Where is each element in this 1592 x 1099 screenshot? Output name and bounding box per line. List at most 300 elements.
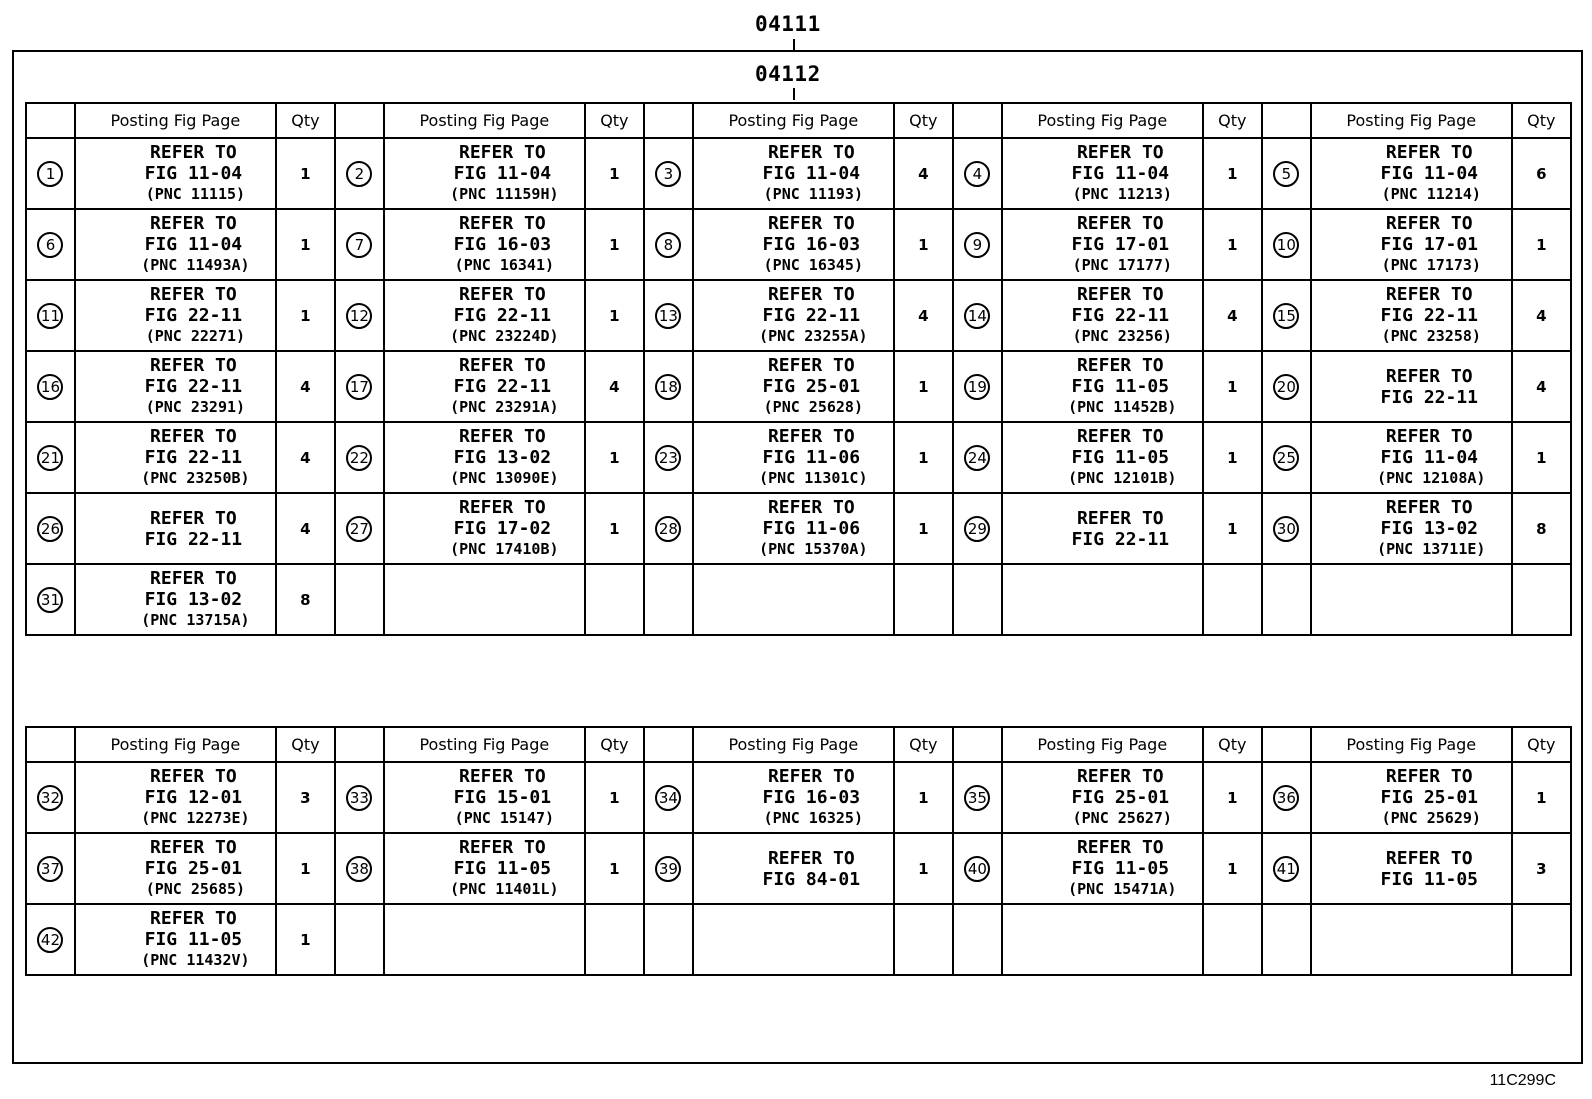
fig-reference: FIG 11-05 bbox=[453, 858, 552, 879]
index-cell bbox=[1262, 564, 1311, 635]
qty-cell bbox=[1203, 564, 1262, 635]
index-cell bbox=[335, 493, 384, 564]
fig-reference: FIG 13-02 bbox=[144, 589, 243, 610]
group-code-04112: 04112 bbox=[755, 62, 821, 86]
pnc-reference: (PNC 23291) bbox=[145, 398, 246, 416]
reference-cell bbox=[1311, 564, 1512, 635]
qty-cell: 4 bbox=[894, 138, 953, 209]
refer-to-text: REFER TO bbox=[150, 284, 237, 305]
item-number-badge: 18 bbox=[655, 374, 681, 400]
qty-cell bbox=[1512, 904, 1571, 975]
reference-cell bbox=[1311, 138, 1512, 209]
index-cell bbox=[335, 564, 384, 635]
fig-reference: FIG 11-06 bbox=[762, 447, 861, 468]
pnc-reference: (PNC 12108A) bbox=[1377, 469, 1486, 487]
fig-reference: FIG 11-04 bbox=[1380, 447, 1479, 468]
table-row bbox=[26, 209, 1571, 280]
index-cell bbox=[26, 564, 75, 635]
pnc-reference: (PNC 13090E) bbox=[450, 469, 559, 487]
index-cell bbox=[644, 209, 693, 280]
qty-cell: 1 bbox=[1203, 762, 1262, 833]
qty-cell: 1 bbox=[1512, 422, 1571, 493]
refer-to-text: REFER TO bbox=[459, 837, 546, 858]
reference-cell bbox=[75, 564, 276, 635]
fig-reference: FIG 22-11 bbox=[1380, 305, 1479, 326]
header-qty: Qty bbox=[1512, 727, 1571, 762]
index-cell bbox=[644, 833, 693, 904]
index-cell bbox=[953, 138, 1002, 209]
index-cell bbox=[26, 209, 75, 280]
item-number-badge: 29 bbox=[964, 516, 990, 542]
reference-cell bbox=[693, 493, 894, 564]
pnc-reference: (PNC 11401L) bbox=[450, 880, 559, 898]
qty-cell: 4 bbox=[1512, 280, 1571, 351]
fig-reference: FIG 22-11 bbox=[144, 305, 243, 326]
qty-cell: 1 bbox=[1203, 209, 1262, 280]
reference-cell bbox=[384, 564, 585, 635]
qty-cell: 1 bbox=[894, 493, 953, 564]
qty-cell bbox=[1203, 904, 1262, 975]
index-cell bbox=[953, 493, 1002, 564]
fig-reference: FIG 17-01 bbox=[1071, 234, 1170, 255]
reference-cell bbox=[693, 422, 894, 493]
index-cell bbox=[26, 138, 75, 209]
reference-cell bbox=[75, 422, 276, 493]
fig-reference: FIG 12-01 bbox=[144, 787, 243, 808]
fig-reference: FIG 17-01 bbox=[1380, 234, 1479, 255]
header-qty: Qty bbox=[1512, 103, 1571, 138]
header-posting-fig-page: Posting Fig Page bbox=[1002, 103, 1203, 138]
pnc-reference: (PNC 25628) bbox=[763, 398, 863, 416]
index-cell bbox=[1262, 209, 1311, 280]
refer-to-text: REFER TO bbox=[459, 766, 546, 787]
refer-to-text: REFER TO bbox=[1385, 497, 1473, 518]
refer-to-text: REFER TO bbox=[767, 213, 855, 234]
refer-to-text: REFER TO bbox=[767, 426, 855, 447]
item-number-badge: 24 bbox=[964, 445, 990, 471]
index-cell bbox=[335, 280, 384, 351]
index-cell bbox=[644, 422, 693, 493]
item-number-badge: 40 bbox=[964, 856, 990, 882]
header-index-cell bbox=[953, 727, 1002, 762]
pnc-reference: (PNC 11159H) bbox=[450, 185, 559, 203]
index-cell bbox=[1262, 280, 1311, 351]
item-number-badge: 34 bbox=[655, 785, 681, 811]
reference-cell bbox=[75, 209, 276, 280]
item-number-badge: 15 bbox=[1273, 303, 1299, 329]
reference-cell bbox=[693, 138, 894, 209]
header-qty: Qty bbox=[276, 727, 335, 762]
item-number-badge: 5 bbox=[1273, 161, 1299, 187]
fig-reference: FIG 11-04 bbox=[144, 234, 243, 255]
header-index-cell bbox=[26, 103, 75, 138]
table-row bbox=[26, 904, 1571, 975]
qty-cell: 8 bbox=[1512, 493, 1571, 564]
refer-to-text: REFER TO bbox=[1385, 213, 1473, 234]
index-cell bbox=[1262, 904, 1311, 975]
fig-reference: FIG 11-04 bbox=[1071, 163, 1170, 184]
item-number-badge: 26 bbox=[37, 516, 63, 542]
reference-cell bbox=[1002, 138, 1203, 209]
table-row bbox=[26, 762, 1571, 833]
reference-cell bbox=[384, 493, 585, 564]
reference-cell bbox=[1311, 209, 1512, 280]
qty-cell: 1 bbox=[276, 833, 335, 904]
item-number-badge: 19 bbox=[964, 374, 990, 400]
refer-to-text: REFER TO bbox=[150, 766, 237, 787]
reference-cell bbox=[1311, 280, 1512, 351]
index-cell bbox=[1262, 138, 1311, 209]
table-row bbox=[26, 351, 1571, 422]
pnc-reference: (PNC 13715A) bbox=[141, 611, 250, 629]
index-cell bbox=[1262, 493, 1311, 564]
header-posting-fig-page: Posting Fig Page bbox=[693, 727, 894, 762]
pnc-reference: (PNC 23258) bbox=[1381, 327, 1481, 345]
qty-cell: 1 bbox=[894, 351, 953, 422]
qty-cell bbox=[585, 904, 644, 975]
table-row bbox=[26, 833, 1571, 904]
refer-to-text: REFER TO bbox=[150, 355, 237, 376]
reference-cell bbox=[75, 904, 276, 975]
qty-cell: 4 bbox=[1512, 351, 1571, 422]
refer-to-text: REFER TO bbox=[1385, 284, 1473, 305]
refer-to-text: REFER TO bbox=[1076, 426, 1164, 447]
reference-cell bbox=[75, 762, 276, 833]
item-number-badge: 23 bbox=[655, 445, 681, 471]
item-number-badge: 42 bbox=[37, 927, 63, 953]
reference-cell bbox=[384, 138, 585, 209]
table-row bbox=[26, 422, 1571, 493]
header-index-cell bbox=[26, 727, 75, 762]
table-row bbox=[26, 564, 1571, 635]
item-number-badge: 32 bbox=[37, 785, 63, 811]
reference-cell bbox=[384, 833, 585, 904]
qty-cell bbox=[585, 564, 644, 635]
reference-cell bbox=[384, 422, 585, 493]
pnc-reference: (PNC 16341) bbox=[454, 256, 555, 274]
reference-table-1 bbox=[25, 102, 1572, 636]
index-cell bbox=[26, 422, 75, 493]
index-cell bbox=[953, 209, 1002, 280]
qty-cell: 1 bbox=[1512, 762, 1571, 833]
refer-to-text: REFER TO bbox=[767, 142, 855, 163]
qty-cell: 1 bbox=[894, 833, 953, 904]
item-number-badge: 12 bbox=[346, 303, 372, 329]
item-number-badge: 27 bbox=[346, 516, 372, 542]
pnc-reference: (PNC 17173) bbox=[1381, 256, 1481, 274]
reference-cell bbox=[1311, 904, 1512, 975]
reference-cell bbox=[75, 351, 276, 422]
fig-reference: FIG 13-02 bbox=[1380, 518, 1479, 539]
index-cell bbox=[953, 564, 1002, 635]
header-posting-fig-page: Posting Fig Page bbox=[693, 103, 894, 138]
index-cell bbox=[1262, 762, 1311, 833]
index-cell bbox=[335, 209, 384, 280]
refer-to-text: REFER TO bbox=[459, 213, 546, 234]
item-number-badge: 4 bbox=[964, 161, 990, 187]
fig-reference: FIG 16-03 bbox=[453, 234, 552, 255]
pnc-reference: (PNC 16325) bbox=[763, 809, 863, 827]
fig-reference: FIG 16-03 bbox=[762, 787, 861, 808]
header-posting-fig-page: Posting Fig Page bbox=[1311, 103, 1512, 138]
reference-cell bbox=[1311, 493, 1512, 564]
pnc-reference: (PNC 23250B) bbox=[141, 469, 250, 487]
refer-to-text: REFER TO bbox=[150, 568, 237, 589]
reference-cell bbox=[384, 762, 585, 833]
header-qty: Qty bbox=[276, 103, 335, 138]
index-cell bbox=[26, 762, 75, 833]
reference-cell bbox=[693, 833, 894, 904]
qty-cell bbox=[1512, 564, 1571, 635]
qty-cell: 1 bbox=[894, 762, 953, 833]
item-number-badge: 37 bbox=[37, 856, 63, 882]
header-index-cell bbox=[335, 727, 384, 762]
qty-cell: 1 bbox=[276, 280, 335, 351]
reference-cell bbox=[1311, 351, 1512, 422]
refer-to-text: REFER TO bbox=[1385, 426, 1473, 447]
index-cell bbox=[26, 833, 75, 904]
fig-reference: FIG 25-01 bbox=[144, 858, 243, 879]
refer-to-text: REFER TO bbox=[1076, 766, 1164, 787]
leader-line-sub bbox=[793, 88, 795, 100]
index-cell bbox=[953, 351, 1002, 422]
header-index-cell bbox=[1262, 103, 1311, 138]
pnc-reference: (PNC 15471A) bbox=[1068, 880, 1177, 898]
reference-cell bbox=[1311, 762, 1512, 833]
refer-to-text: REFER TO bbox=[150, 837, 237, 858]
reference-cell bbox=[1311, 833, 1512, 904]
fig-reference: FIG 11-04 bbox=[1380, 163, 1479, 184]
reference-cell bbox=[693, 564, 894, 635]
fig-reference: FIG 11-05 bbox=[1071, 376, 1170, 397]
pnc-reference: (PNC 12273E) bbox=[141, 809, 250, 827]
header-qty: Qty bbox=[1203, 727, 1262, 762]
refer-to-text: REFER TO bbox=[1385, 365, 1473, 387]
pnc-reference: (PNC 15370A) bbox=[759, 540, 868, 558]
refer-to-text: REFER TO bbox=[767, 847, 855, 869]
table-row bbox=[26, 280, 1571, 351]
qty-cell: 1 bbox=[894, 422, 953, 493]
refer-to-text: REFER TO bbox=[1076, 142, 1164, 163]
qty-cell: 4 bbox=[894, 280, 953, 351]
item-number-badge: 14 bbox=[964, 303, 990, 329]
qty-cell: 8 bbox=[276, 564, 335, 635]
pnc-reference: (PNC 13711E) bbox=[1377, 540, 1486, 558]
reference-cell bbox=[693, 904, 894, 975]
qty-cell bbox=[894, 564, 953, 635]
fig-reference: FIG 11-04 bbox=[762, 163, 861, 184]
item-number-badge: 33 bbox=[346, 785, 372, 811]
index-cell bbox=[26, 904, 75, 975]
pnc-reference: (PNC 11213) bbox=[1072, 185, 1172, 203]
reference-cell bbox=[75, 833, 276, 904]
fig-reference: FIG 25-01 bbox=[762, 376, 861, 397]
refer-to-text: REFER TO bbox=[459, 284, 546, 305]
pnc-reference: (PNC 25685) bbox=[145, 880, 246, 898]
index-cell bbox=[1262, 422, 1311, 493]
reference-cell bbox=[75, 138, 276, 209]
qty-cell: 1 bbox=[585, 422, 644, 493]
refer-to-text: REFER TO bbox=[1076, 284, 1164, 305]
index-cell bbox=[1262, 351, 1311, 422]
qty-cell: 1 bbox=[585, 833, 644, 904]
header-row bbox=[26, 103, 1571, 138]
qty-cell: 3 bbox=[1512, 833, 1571, 904]
reference-cell bbox=[384, 904, 585, 975]
index-cell bbox=[26, 280, 75, 351]
pnc-reference: (PNC 11301C) bbox=[759, 469, 868, 487]
refer-to-text: REFER TO bbox=[1385, 847, 1473, 869]
index-cell bbox=[335, 422, 384, 493]
pnc-reference: (PNC 23291A) bbox=[450, 398, 559, 416]
refer-to-text: REFER TO bbox=[767, 766, 855, 787]
reference-cell bbox=[1311, 422, 1512, 493]
reference-cell bbox=[75, 493, 276, 564]
item-number-badge: 41 bbox=[1273, 856, 1299, 882]
item-number-badge: 35 bbox=[964, 785, 990, 811]
refer-to-text: REFER TO bbox=[150, 142, 237, 163]
index-cell bbox=[953, 833, 1002, 904]
pnc-reference: (PNC 11214) bbox=[1381, 185, 1481, 203]
qty-cell: 1 bbox=[585, 209, 644, 280]
index-cell bbox=[644, 351, 693, 422]
refer-to-text: REFER TO bbox=[459, 142, 546, 163]
qty-cell: 1 bbox=[585, 280, 644, 351]
qty-cell: 1 bbox=[276, 138, 335, 209]
qty-cell: 4 bbox=[585, 351, 644, 422]
refer-to-text: REFER TO bbox=[1076, 507, 1164, 529]
qty-cell: 1 bbox=[276, 904, 335, 975]
header-posting-fig-page: Posting Fig Page bbox=[384, 103, 585, 138]
item-number-badge: 3 bbox=[655, 161, 681, 187]
reference-cell bbox=[693, 762, 894, 833]
fig-reference: FIG 11-05 bbox=[1071, 858, 1170, 879]
item-number-badge: 20 bbox=[1273, 374, 1299, 400]
index-cell bbox=[335, 762, 384, 833]
pnc-reference: (PNC 23255A) bbox=[759, 327, 868, 345]
index-cell bbox=[26, 493, 75, 564]
reference-cell bbox=[1002, 209, 1203, 280]
fig-reference: FIG 22-11 bbox=[144, 376, 243, 397]
reference-cell bbox=[384, 280, 585, 351]
pnc-reference: (PNC 16345) bbox=[763, 256, 863, 274]
qty-cell: 1 bbox=[1203, 138, 1262, 209]
qty-cell: 1 bbox=[585, 493, 644, 564]
index-cell bbox=[953, 762, 1002, 833]
fig-reference: FIG 11-04 bbox=[453, 163, 552, 184]
pnc-reference: (PNC 12101B) bbox=[1068, 469, 1177, 487]
item-number-badge: 22 bbox=[346, 445, 372, 471]
header-index-cell bbox=[644, 727, 693, 762]
item-number-badge: 39 bbox=[655, 856, 681, 882]
index-cell bbox=[644, 138, 693, 209]
reference-cell bbox=[1002, 564, 1203, 635]
fig-reference: FIG 13-02 bbox=[453, 447, 552, 468]
header-posting-fig-page: Posting Fig Page bbox=[75, 103, 276, 138]
fig-reference: FIG 22-11 bbox=[144, 528, 243, 550]
qty-cell: 1 bbox=[1203, 493, 1262, 564]
header-posting-fig-page: Posting Fig Page bbox=[75, 727, 276, 762]
fig-reference: FIG 15-01 bbox=[453, 787, 552, 808]
fig-reference: FIG 25-01 bbox=[1380, 787, 1479, 808]
item-number-badge: 10 bbox=[1273, 232, 1299, 258]
item-number-badge: 36 bbox=[1273, 785, 1299, 811]
index-cell bbox=[644, 280, 693, 351]
fig-reference: FIG 22-11 bbox=[1071, 528, 1170, 550]
qty-cell: 1 bbox=[1203, 351, 1262, 422]
pnc-reference: (PNC 22271) bbox=[145, 327, 246, 345]
item-number-badge: 11 bbox=[37, 303, 63, 329]
header-qty: Qty bbox=[585, 727, 644, 762]
header-posting-fig-page: Posting Fig Page bbox=[384, 727, 585, 762]
reference-cell bbox=[1002, 904, 1203, 975]
index-cell bbox=[335, 138, 384, 209]
reference-cell bbox=[1002, 422, 1203, 493]
pnc-reference: (PNC 11193) bbox=[763, 185, 863, 203]
index-cell bbox=[1262, 833, 1311, 904]
refer-to-text: REFER TO bbox=[150, 426, 237, 447]
item-number-badge: 9 bbox=[964, 232, 990, 258]
index-cell bbox=[644, 762, 693, 833]
qty-cell: 1 bbox=[1203, 422, 1262, 493]
header-index-cell bbox=[1262, 727, 1311, 762]
fig-reference: FIG 22-11 bbox=[1380, 386, 1479, 408]
pnc-reference: (PNC 15147) bbox=[454, 809, 555, 827]
fig-reference: FIG 22-11 bbox=[1071, 305, 1170, 326]
header-index-cell bbox=[335, 103, 384, 138]
group-code-04111: 04111 bbox=[755, 12, 821, 36]
item-number-badge: 8 bbox=[655, 232, 681, 258]
item-number-badge: 16 bbox=[37, 374, 63, 400]
pnc-reference: (PNC 11493A) bbox=[141, 256, 250, 274]
refer-to-text: REFER TO bbox=[1385, 766, 1473, 787]
fig-reference: FIG 22-11 bbox=[144, 447, 243, 468]
item-number-badge: 28 bbox=[655, 516, 681, 542]
index-cell bbox=[953, 904, 1002, 975]
header-index-cell bbox=[953, 103, 1002, 138]
reference-cell bbox=[1002, 762, 1203, 833]
refer-to-text: REFER TO bbox=[1076, 837, 1164, 858]
item-number-badge: 13 bbox=[655, 303, 681, 329]
index-cell bbox=[644, 564, 693, 635]
refer-to-text: REFER TO bbox=[1385, 142, 1473, 163]
qty-cell bbox=[894, 904, 953, 975]
reference-cell bbox=[1002, 493, 1203, 564]
fig-reference: FIG 11-04 bbox=[144, 163, 243, 184]
index-cell bbox=[335, 351, 384, 422]
header-qty: Qty bbox=[894, 727, 953, 762]
qty-cell: 3 bbox=[276, 762, 335, 833]
diagram-id: 11C299C bbox=[1489, 1072, 1556, 1089]
header-posting-fig-page: Posting Fig Page bbox=[1311, 727, 1512, 762]
fig-reference: FIG 22-11 bbox=[453, 376, 552, 397]
fig-reference: FIG 11-05 bbox=[1380, 868, 1479, 890]
refer-to-text: REFER TO bbox=[150, 213, 237, 234]
fig-reference: FIG 22-11 bbox=[762, 305, 861, 326]
qty-cell: 1 bbox=[276, 209, 335, 280]
header-qty: Qty bbox=[585, 103, 644, 138]
index-cell bbox=[644, 493, 693, 564]
header-qty: Qty bbox=[1203, 103, 1262, 138]
reference-cell bbox=[693, 351, 894, 422]
qty-cell: 1 bbox=[1203, 833, 1262, 904]
qty-cell: 4 bbox=[276, 351, 335, 422]
item-number-badge: 2 bbox=[346, 161, 372, 187]
refer-to-text: REFER TO bbox=[459, 497, 546, 518]
table-row bbox=[26, 493, 1571, 564]
qty-cell: 4 bbox=[1203, 280, 1262, 351]
pnc-reference: (PNC 17177) bbox=[1072, 256, 1172, 274]
